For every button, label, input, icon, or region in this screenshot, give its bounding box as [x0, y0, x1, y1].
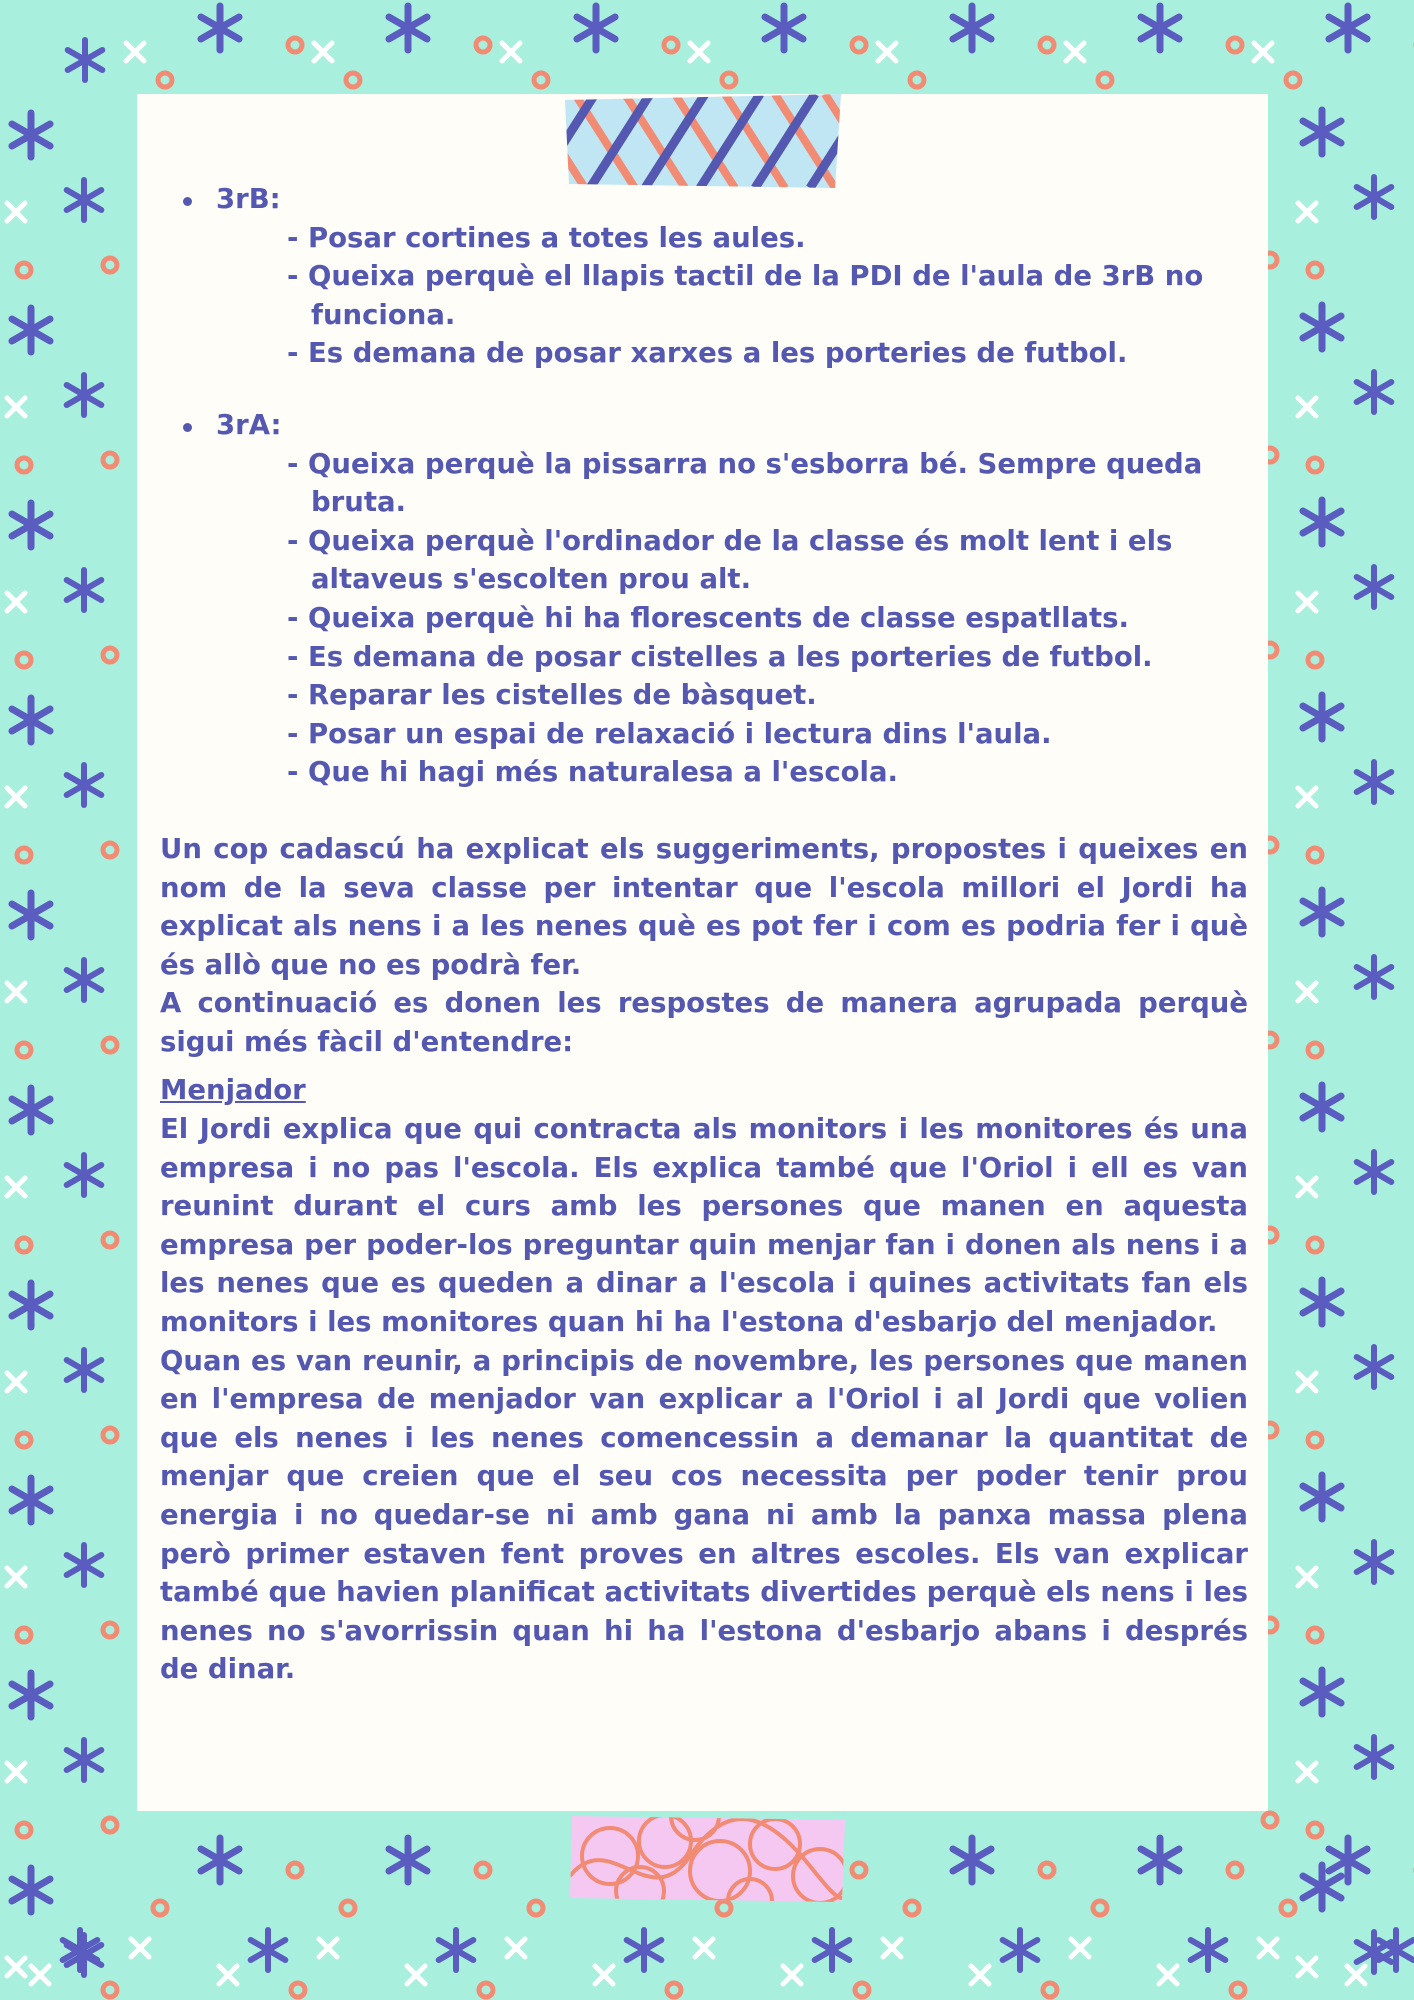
star-icon	[577, 6, 615, 50]
dot-icon	[1281, 1901, 1295, 1915]
item-text: - Queixa perquè hi ha florescents de classe espatllats.	[287, 601, 1129, 634]
star-icon	[1191, 1930, 1226, 1970]
cross-icon	[1298, 593, 1316, 611]
dot-icon	[667, 1983, 681, 1997]
item-text: - Queixa perquè l'ordinador de la classe és molt lent i els	[287, 524, 1173, 557]
dot-icon	[534, 73, 548, 87]
cross-icon	[7, 203, 25, 221]
cross-icon	[7, 983, 25, 1001]
dot-icon	[905, 1901, 919, 1915]
star-icon	[12, 1868, 50, 1912]
dot-icon	[479, 1983, 493, 1997]
list-item	[160, 638, 1248, 677]
star-icon	[1303, 305, 1341, 349]
cross-icon	[7, 1763, 25, 1781]
star-icon	[67, 570, 102, 610]
star-icon	[201, 1838, 239, 1882]
class-list	[160, 180, 1248, 792]
star-icon	[12, 113, 50, 157]
star-icon	[12, 503, 50, 547]
star-icon	[67, 960, 102, 1000]
star-icon	[1303, 1280, 1341, 1324]
dot-icon	[103, 1983, 117, 1997]
star-icon	[67, 765, 102, 805]
star-icon	[12, 1478, 50, 1522]
star-icon	[1357, 372, 1392, 412]
dot-icon	[17, 1823, 31, 1837]
star-icon	[1141, 6, 1179, 50]
star-icon	[765, 6, 803, 50]
star-icon	[201, 6, 239, 50]
dot-icon	[17, 263, 31, 277]
star-icon	[1379, 1930, 1414, 1970]
class-name: 3rA:	[160, 406, 1248, 445]
dot-icon	[17, 1433, 31, 1447]
minutes-text	[160, 180, 1248, 1689]
cross-icon	[1071, 1939, 1089, 1957]
cross-icon	[1298, 1763, 1316, 1781]
cross-icon	[783, 1966, 801, 1984]
dot-icon	[103, 1233, 117, 1247]
item-text: - Posar un espai de relaxació i lectura dins l'aula.	[287, 717, 1052, 750]
list-item	[160, 522, 1248, 599]
class-section	[160, 180, 1248, 373]
star-icon	[1329, 6, 1367, 50]
star-icon	[1303, 500, 1341, 544]
item-text: - Es demana de posar cistelles a les porteries de futbol.	[287, 640, 1153, 673]
dot-icon	[1308, 458, 1322, 472]
dot-icon	[1231, 1983, 1245, 1997]
dot-icon	[1308, 1628, 1322, 1642]
dot-icon	[1040, 1863, 1054, 1877]
list-item	[160, 257, 1248, 334]
cross-icon	[695, 1939, 713, 1957]
star-icon	[1003, 1930, 1038, 1970]
item-text: - Queixa perquè la pissarra no s'esborra bé. Sempre queda	[287, 447, 1203, 480]
dot-icon	[1308, 653, 1322, 667]
dot-icon	[1308, 848, 1322, 862]
dot-icon	[17, 848, 31, 862]
star-icon	[12, 308, 50, 352]
intro-paragraph: Un cop cadascú ha explicat els suggeriments, propostes i queixes en nom de la seva classe per intentar que l'escola millori el Jordi ha explicat als nens i a les nenes què es pot fer i com es podria fer i què és allò que no es podrà fer.	[160, 832, 1248, 981]
dot-icon	[1043, 1983, 1057, 1997]
dot-icon	[291, 1983, 305, 1997]
class-name: 3rB:	[160, 180, 1248, 219]
star-icon	[12, 893, 50, 937]
cross-icon	[1298, 1373, 1316, 1391]
cross-icon	[1259, 1939, 1277, 1957]
cross-icon	[7, 1178, 25, 1196]
dot-icon	[476, 38, 490, 52]
star-icon	[389, 1838, 427, 1882]
dot-icon	[103, 843, 117, 857]
dot-icon	[1040, 38, 1054, 52]
item-text: - Posar cortines a totes les aules.	[287, 221, 806, 254]
item-text: - Que hi hagi més naturalesa a l'escola.	[287, 756, 898, 789]
star-icon	[1357, 1152, 1392, 1192]
dot-icon	[346, 73, 360, 87]
star-icon	[1303, 695, 1341, 739]
dot-icon	[476, 1863, 490, 1877]
cross-icon	[407, 1966, 425, 1984]
star-icon	[67, 375, 102, 415]
cross-icon	[883, 1939, 901, 1957]
star-icon	[12, 1088, 50, 1132]
dot-icon	[855, 1983, 869, 1997]
dot-icon	[1308, 263, 1322, 277]
dot-icon	[17, 1238, 31, 1252]
star-icon	[1357, 1542, 1392, 1582]
dot-icon	[852, 38, 866, 52]
star-icon	[1357, 1737, 1392, 1777]
dot-icon	[1308, 1238, 1322, 1252]
dot-icon	[1228, 1863, 1242, 1877]
cross-icon	[595, 1966, 613, 1984]
dot-icon	[153, 1901, 167, 1915]
cross-icon	[314, 43, 332, 61]
item-text: - Es demana de posar xarxes a les porteries de futbol.	[287, 337, 1128, 370]
cross-icon	[131, 1939, 149, 1957]
bottom-washi-tape	[570, 1816, 845, 1902]
star-icon	[1303, 1670, 1341, 1714]
cross-icon	[1298, 1178, 1316, 1196]
dot-icon	[1263, 1813, 1277, 1827]
dot-icon	[103, 1038, 117, 1052]
cross-icon	[319, 1939, 337, 1957]
cross-icon	[1298, 788, 1316, 806]
top-washi-tape	[565, 94, 841, 188]
star-icon	[389, 6, 427, 50]
item-text: - Queixa perquè el llapis tactil de la PDI de l'aula de 3rB no	[287, 260, 1204, 293]
star-icon	[1303, 1865, 1341, 1909]
star-icon	[1303, 1085, 1341, 1129]
dot-icon	[1308, 1433, 1322, 1447]
dot-icon	[717, 1901, 731, 1915]
dot-icon	[17, 458, 31, 472]
star-icon	[627, 1930, 662, 1970]
star-icon	[1357, 177, 1392, 217]
star-icon	[68, 40, 103, 80]
star-icon	[953, 6, 991, 50]
cross-icon	[7, 788, 25, 806]
star-icon	[12, 1283, 50, 1327]
cross-icon	[690, 43, 708, 61]
star-icon	[12, 1673, 50, 1717]
item-text-continuation: funciona.	[311, 298, 456, 331]
cross-icon	[507, 1939, 525, 1957]
dot-icon	[288, 38, 302, 52]
cross-icon	[1254, 43, 1272, 61]
star-icon	[1357, 762, 1392, 802]
cross-icon	[7, 1568, 25, 1586]
dot-icon	[1228, 38, 1242, 52]
dot-icon	[103, 1623, 117, 1637]
cross-icon	[7, 593, 25, 611]
cross-icon	[1298, 1568, 1316, 1586]
dot-icon	[158, 73, 172, 87]
star-icon	[67, 1740, 102, 1780]
star-icon	[1357, 1347, 1392, 1387]
dot-icon	[910, 73, 924, 87]
cross-icon	[878, 43, 896, 61]
dot-icon	[1093, 1901, 1107, 1915]
dot-icon	[103, 453, 117, 467]
cross-icon	[7, 1373, 25, 1391]
item-text-continuation: bruta.	[311, 486, 406, 519]
dot-icon	[288, 1863, 302, 1877]
cross-icon	[1347, 1966, 1365, 1984]
class-item-list	[160, 219, 1248, 373]
continuation-paragraph: A continuació es donen les respostes de manera agrupada perquè sigui més fàcil d'entendre:	[160, 987, 1248, 1058]
star-icon	[12, 698, 50, 742]
star-icon	[1303, 110, 1341, 154]
menjador-paragraph: El Jordi explica que qui contracta als monitors i les monitores és una empresa i no pas l'escola. Els explica també que l'Oriol i ell es van reunint durant el curs amb les persones que manen en aquesta empresa per poder-los preguntar quin menjar fan i donen als nens i a les nenes que es queden a dinar a l'escola i quines activitats fan els monitors i les monitores quan hi ha l'estona d'esbarjo del menjador.	[160, 1113, 1248, 1339]
cross-icon	[7, 1958, 25, 1976]
star-icon	[953, 1838, 991, 1882]
cross-icon	[1298, 1958, 1316, 1976]
dot-icon	[103, 648, 117, 662]
list-item	[160, 334, 1248, 373]
list-item	[160, 715, 1248, 754]
dot-icon	[1098, 73, 1112, 87]
dot-icon	[664, 38, 678, 52]
dot-icon	[103, 1818, 117, 1832]
dot-icon	[17, 1043, 31, 1057]
dot-icon	[722, 73, 736, 87]
cross-icon	[31, 1966, 49, 1984]
cross-icon	[1159, 1966, 1177, 1984]
item-text-continuation: altaveus s'escolten prou alt.	[311, 563, 752, 596]
star-icon	[1141, 1838, 1179, 1882]
dot-icon	[17, 1628, 31, 1642]
list-item	[160, 445, 1248, 522]
cross-icon	[1298, 398, 1316, 416]
list-item	[160, 219, 1248, 258]
dot-icon	[1308, 1823, 1322, 1837]
cross-icon	[1298, 203, 1316, 221]
star-icon	[251, 1930, 286, 1970]
star-icon	[1357, 567, 1392, 607]
cross-icon	[1066, 43, 1084, 61]
star-icon	[67, 1350, 102, 1390]
dot-icon	[341, 1901, 355, 1915]
cross-icon	[502, 43, 520, 61]
class-section	[160, 406, 1248, 792]
section-heading-menjador: Menjador	[160, 1074, 306, 1107]
dot-icon	[852, 1863, 866, 1877]
star-icon	[67, 1545, 102, 1585]
star-icon	[815, 1930, 850, 1970]
star-icon	[67, 1155, 102, 1195]
cross-icon	[126, 43, 144, 61]
star-icon	[1303, 1475, 1341, 1519]
item-text: - Reparar les cistelles de bàsquet.	[287, 679, 817, 712]
menjador-paragraph: Quan es van reunir, a principis de novembre, les persones que manen en l'empresa de menjador van explicar a l'Oriol i al Jordi que volien que els nenes i les nenes comencessin a demanar la quantitat de menjar que creien que el seu cos necessita per poder tenir prou energia i no quedar-se ni amb gana ni amb la panxa massa plena però primer estaven fent proves en altres escoles. Els van explicar també que havien planificat activitats divertides perquè els nens i les nenes no s'avorrissin quan hi ha l'estona d'esbarjo abans i després de dinar.	[160, 1344, 1248, 1686]
cross-icon	[7, 398, 25, 416]
star-icon	[1357, 957, 1392, 997]
dot-icon	[1286, 73, 1300, 87]
dot-icon	[103, 1428, 117, 1442]
dot-icon	[17, 653, 31, 667]
star-icon	[1329, 1838, 1367, 1882]
list-item	[160, 753, 1248, 792]
dot-icon	[1308, 1043, 1322, 1057]
list-item	[160, 599, 1248, 638]
star-icon	[439, 1930, 474, 1970]
star-icon	[67, 180, 102, 220]
dot-icon	[529, 1901, 543, 1915]
class-item-list	[160, 445, 1248, 792]
cross-icon	[971, 1966, 989, 1984]
cross-icon	[219, 1966, 237, 1984]
cross-icon	[1298, 983, 1316, 1001]
list-item	[160, 676, 1248, 715]
dot-icon	[103, 258, 117, 272]
star-icon	[1303, 890, 1341, 934]
